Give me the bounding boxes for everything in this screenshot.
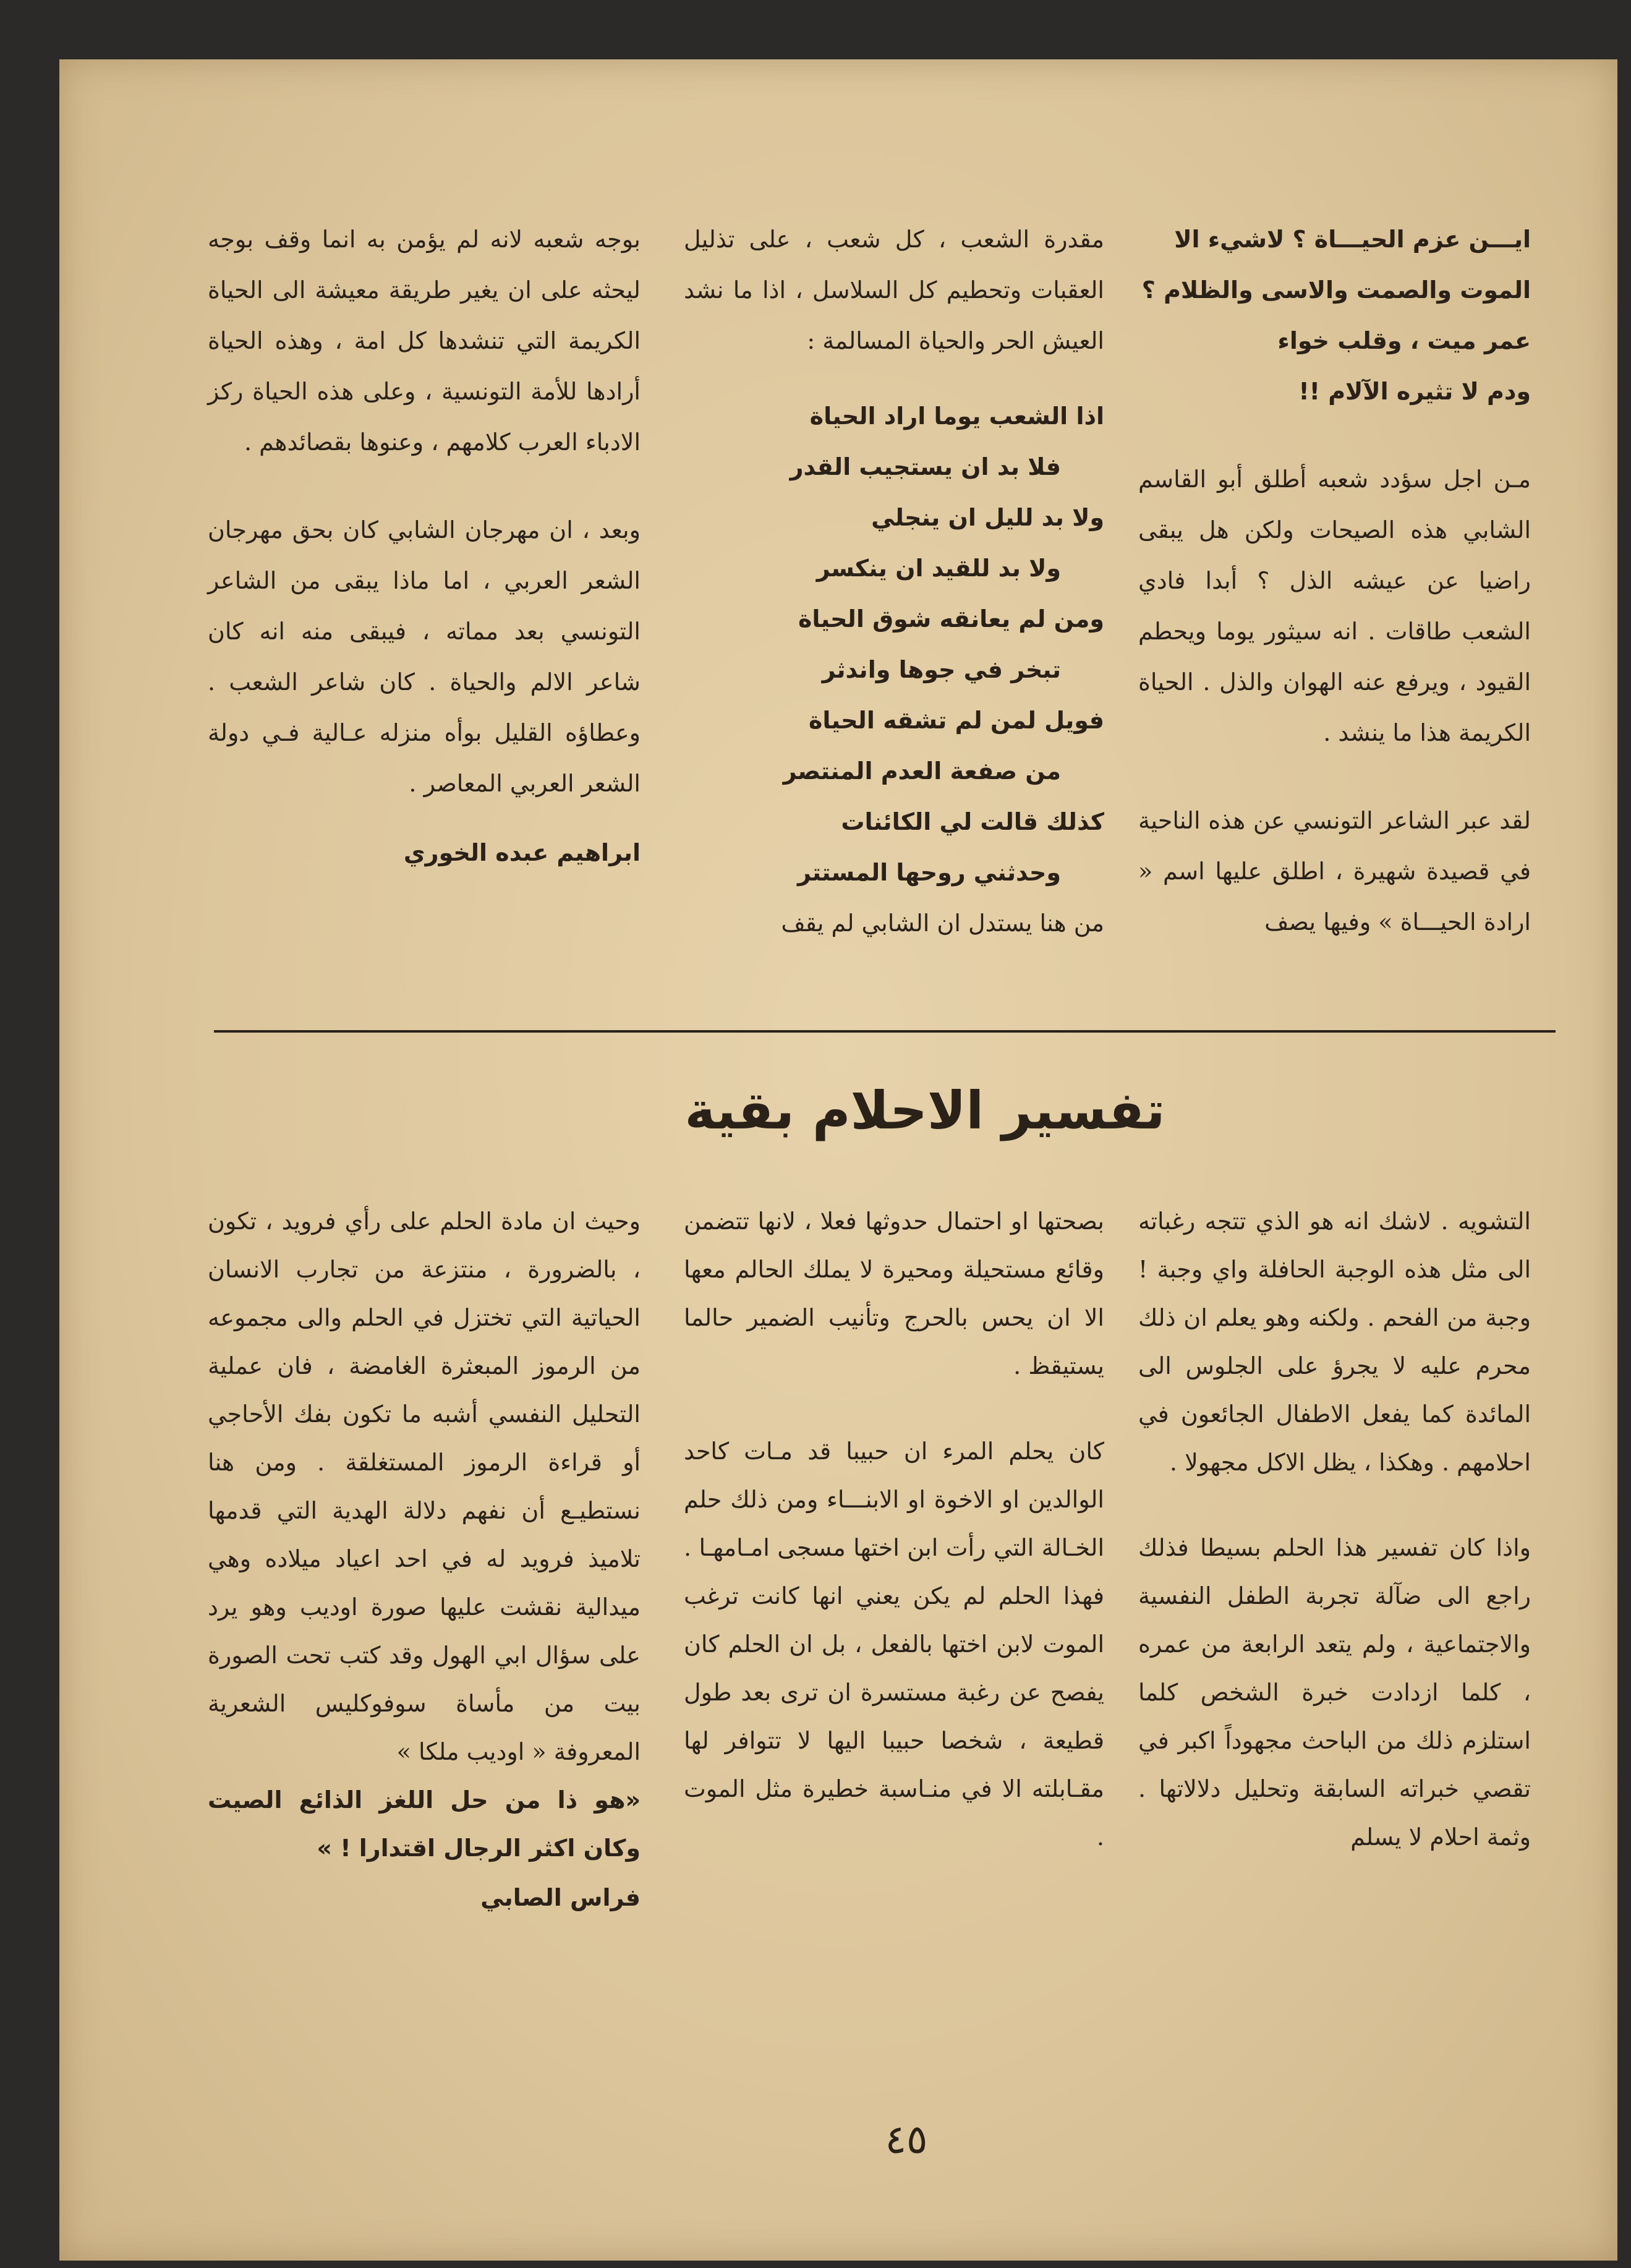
poem-verse: اذا الشعب يوما اراد الحياة xyxy=(809,403,1104,430)
author-signature: ابراهيم عبده الخوري xyxy=(403,839,641,866)
paragraph-gap xyxy=(1138,758,1531,795)
top-middle-column xyxy=(684,214,1104,949)
poem-verse: فويل لمن لم تشقه الحياة xyxy=(808,707,1104,734)
top-left-column xyxy=(208,214,641,878)
opening-line: عمر ميت ، وقلب خواء xyxy=(1277,327,1531,354)
bottom-right-column xyxy=(1138,1197,1531,1861)
bottom-left-column xyxy=(208,1197,641,1923)
article-paragraph: التشويه . لاشك انه هو الذي تتجه رغباته الى مثل هذه الوجبة الحافلة واي وجبة ! وجبة من الفحم . ولكنه وهو يعلم ان ذلك محرم عليه لا يجرؤ على الجلوس الى المائدة كما يفعل الاطفال الجائعون في احلامهم . وهكذا ، يظل الاكل مجهولا . xyxy=(1138,1208,1531,1476)
author-signature: فراس الصابي xyxy=(480,1884,641,1911)
article-paragraph: من هنا يستدل ان الشابي لم يقف xyxy=(781,910,1104,937)
paragraph-gap xyxy=(208,467,641,505)
bottom-middle-column xyxy=(684,1197,1104,1861)
poem-verse: من صفعة العدم المنتصر xyxy=(783,757,1061,785)
magazine-page xyxy=(59,59,1617,2261)
opening-line: ايـــن عزم الحيـــاة ؟ لاشيء الا xyxy=(1174,226,1531,253)
page-number: ٤٥ xyxy=(885,2117,928,2163)
opening-line: الموت والصمت والاسى والظلام ؟ xyxy=(1141,276,1531,304)
poem-verse: كذلك قالت لي الكائنات xyxy=(841,808,1104,835)
poem-verse: فلا بد ان يستجيب القدر xyxy=(790,453,1061,480)
article-paragraph: مـن اجل سؤدد شعبه أطلق أبو القاسم الشابي هذه الصيحات ولكن هل يبقى راضيا عن عيشه الذل ؟ أبدا فادي الشعب طاقات . انه سيثور يوما ويحطم القيود ، ويرفع عنه الهوان والذل . الحياة الكريمة هذا ما ينشد . xyxy=(1138,466,1531,746)
paragraph-gap xyxy=(684,366,1104,391)
article-paragraph: بوجه شعبه لانه لم يؤمن به انما وقف بوجه ليحثه على ان يغير طريقة معيشة الى الحياة الكريمة التي تنشدها كل امة ، وهذه الحياة أرادها للأمة التونسية ، وعلى هذه الحياة ركز الادباء العرب كلامهم ، وعنوها بقصائدهم . xyxy=(208,226,641,456)
article-paragraph: بصحتها او احتمال حدوثها فعلا ، لانها تتضمن وقائع مستحيلة ومحيرة لا يملك الحالم معها الا ان يحس بالحرج وتأنيب الضمير حالما يستيقظ . xyxy=(684,1208,1104,1379)
poem-verse: ولا بد لليل ان ينجلي xyxy=(871,504,1104,531)
top-right-column xyxy=(1138,214,1531,947)
article-headline: تفسير الاحلام بقية xyxy=(684,1080,1165,1141)
article-paragraph: وبعد ، ان مهرجان الشابي كان بحق مهرجان الشعر العربي ، اما ماذا يبقى من الشاعر التونسي بعد مماته ، فيبقى منه انه كان شاعر الالم والحياة . كان شاعر الشعب . وعطاؤه القليل بوأه منزله عـالية فـي دولة الشعر العربي المعاصر . xyxy=(208,516,641,797)
quoted-verse: «هو ذا من حل اللغز الذائع الصيت وكان اكثر الرجال اقتدارا ! » xyxy=(208,1786,641,1862)
poem-verse: ومن لم يعانقه شوق الحياة xyxy=(798,605,1104,633)
article-paragraph: واذا كان تفسير هذا الحلم بسيطا فذلك راجع الى ضآلة تجربة الطفل النفسية والاجتماعية ، ولم يتعد الرابعة من عمره ، كلما ازدادت خبرة الشخص كلما استلزم ذلك من الباحث مجهوداً اكبر في تقصي خبراته السابقة وتحليل دلالاتها . وثمة احلام لا يسلم xyxy=(1138,1534,1531,1851)
article-paragraph: مقدرة الشعب ، كل شعب ، على تذليل العقبات وتحطيم كل السلاسل ، اذا ما نشد العيش الحر والحياة المسالمة : xyxy=(684,226,1104,354)
article-paragraph: لقد عبر الشاعر التونسي عن هذه الناحية في قصيدة شهيرة ، اطلق عليها اسم « ارادة الحيـــاة » وفيها يصف xyxy=(1138,807,1531,936)
opening-line: ودم لا تثيره الآلام !! xyxy=(1298,378,1531,405)
paragraph-gap xyxy=(1138,417,1531,454)
article-paragraph: وحيث ان مادة الحلم على رأي فرويد ، تكون ، بالضرورة ، منتزعة من تجارب الانسان الحياتية التي تختزل في الحلم والى مجموعه من الرموز المبعثرة الغامضة ، فان عملية التحليل النفسي أشبه ما تكون بفك الأحاجي أو قراءة الرموز المستغلقة . ومن هنا نستطيـع أن نفهم دلالة الهدية التي قدمها تلاميذ فرويد له في احد اعياد ميلاده وهي ميدالية نقشت عليها صورة اوديب وهو يرد على سؤال ابي الهول وقد كتب تحت الصورة بيت من مأساة سوفوكليس الشعرية المعروفة « اوديب ملكا » xyxy=(208,1208,641,1765)
section-divider xyxy=(214,1030,1556,1033)
paragraph-gap xyxy=(1138,1486,1531,1524)
paragraph-gap xyxy=(684,1390,1104,1427)
poem-verse: ولا بد للقيد ان ينكسر xyxy=(816,555,1061,582)
poem-verse: وحدثني روحها المستتر xyxy=(798,859,1061,886)
poem-verse: تبخر في جوها واندثر xyxy=(822,656,1061,683)
article-paragraph: كان يحلم المرء ان حبيبا قد مـات كاحد الوالدين او الاخوة او الابنـــاء ومن ذلك حلم الخـالة التي رأت ابن اختها مسجى امـامهـا . فهذا الحلم لم يكن يعني انها كانت ترغب الموت لابن اختها بالفعل ، بل ان الحلم كان يفصح عن رغبة مستسرة ان ترى بعد طول قطيعة ، شخصا حبيبا اليها لا تتوافر لها مقـابلته الا في منـاسبة خطيرة مثل الموت . xyxy=(684,1438,1104,1851)
